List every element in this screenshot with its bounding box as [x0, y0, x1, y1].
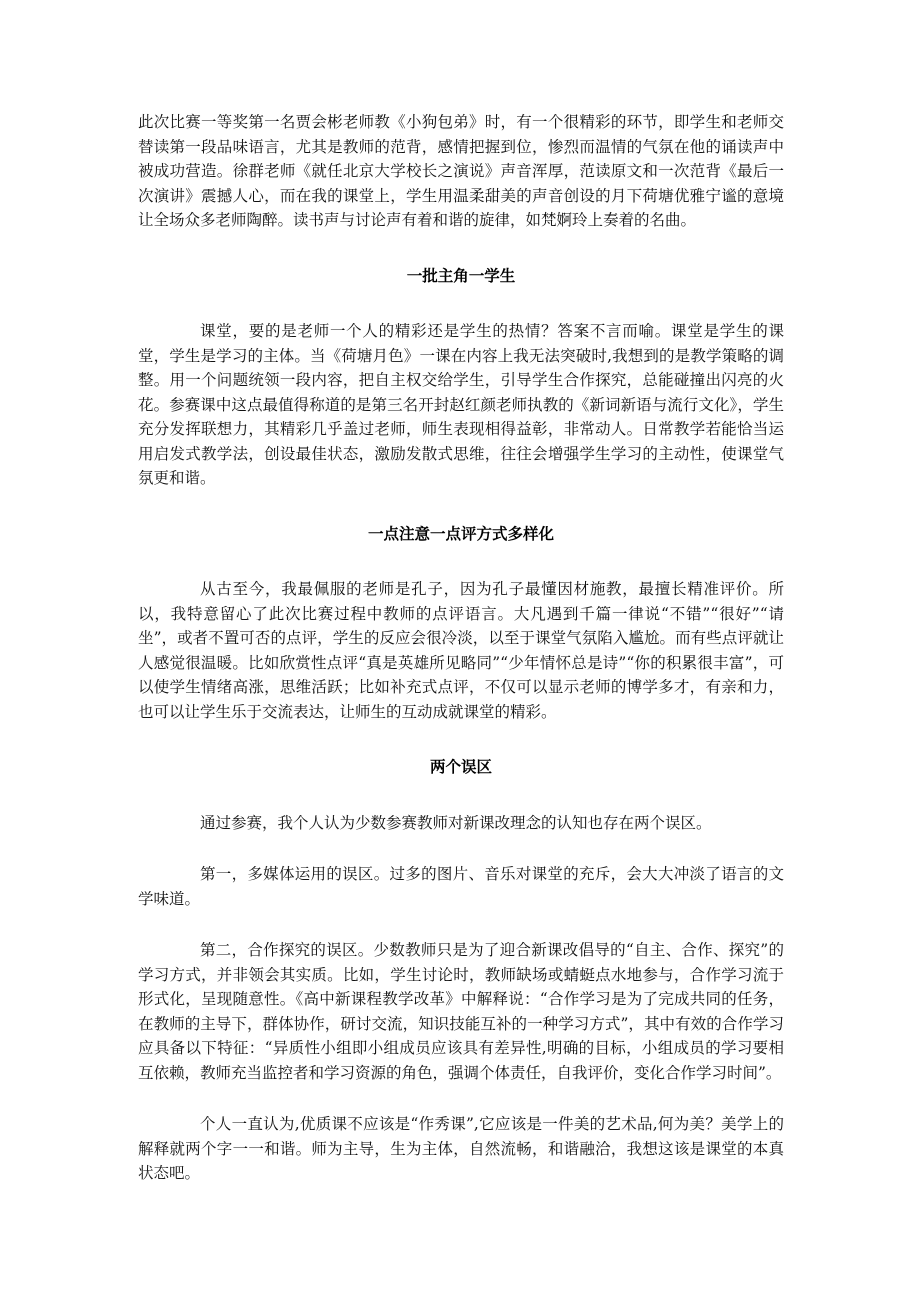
section-heading-evaluation: 一点注意一点评方式多样化: [367, 524, 554, 543]
paragraph-student-subject: 课堂，要的是老师一个人的精彩还是学生的热情？答案不言而喻。课堂是学生的课堂，学生是学习的主体。当《荷塘月色》一课在内容上我无法突破时,我想到的是教学策略的调整。用一个问题统领一段内容，把自主权交给学生，引导学生合作探究，总能碰撞出闪亮的火花。参赛课中这点最值得称道的是第三名开封赵红颜老师执教的《新词新语与流行文化》，学生充分发挥联想力，其精彩几乎盖过老师，师生表现相得益彰，非常动人。日常教学若能恰当运用启发式教学法，创设最佳状态，激励发散式思维，往往会增强学生学习的主动性，使课堂气氛更和谐。: [138, 322, 784, 487]
spacer: [138, 724, 784, 755]
paragraph-evaluation: 从古至今，我最佩服的老师是孔子，因为孔子最懂因材施教，最擅长精准评价。所以，我特意留心了此次比赛过程中教师的点评语言。大凡遇到千篇一律说“不错”“很好”“请坐”，或者不置可否的点评，学生的反应会很冷淡，以至于课堂气氛陷入尴尬。而有些点评就让人感觉很温暖。比如欣赏性点评“真是英雄所见略同”“少年情怀总是诗”“你的积累很丰富”，可以使学生情绪高涨，思维活跃；比如补充式点评，不仅可以显示老师的博学多才，有亲和力，也可以让学生乐于交流表达，让师生的互动成就课堂的精彩。: [138, 580, 784, 721]
spacer: [138, 491, 784, 522]
document-body: [138, 110, 784, 1186]
section-heading-misconceptions: 两个误区: [429, 758, 492, 776]
spacer: [138, 288, 784, 319]
paragraph-multimedia-misconception: 第一，多媒体运用的误区。过多的图片、音乐对课堂的充斥，会大大冲淡了语言的文学味道。: [138, 865, 784, 908]
paragraph-conclusion: 个人一直认为,优质课不应该是“作秀课”,它应该是一件美的艺术品,何为美？美学上的解释就两个字一一和谐。师为主导，生为主体，自然流畅，和谐融洽，我想这该是课堂的本真状态吧。: [138, 1115, 784, 1182]
paragraph-misconceptions-intro: 通过参赛，我个人认为少数参赛教师对新课改理念的认知也存在两个误区。: [200, 813, 712, 832]
section-heading-main-role: 一批主角一学生: [406, 266, 516, 285]
spacer: [138, 546, 784, 577]
spacer: [138, 911, 784, 938]
paragraph-intro: 此次比赛一等奖第一名贾会彬老师教《小狗包弟》时，有一个很精彩的环节，即学生和老师交替读第一段品味语言，尤其是教师的范背，感情把握到位，惨烈而温情的气氛在他的诵读声中被成功营造。徐群老师《就任北京大学校长之演说》声音浑厚，范读原文和一次范背《最后一次演讲》震撼人心，而在我的课堂上，学生用温柔甜美的声音创设的月下荷塘优雅宁谧的意境让全场众多老师陶醉。读书声与讨论声有着和谐的旋律，如梵婀玲上奏着的名曲。: [138, 113, 784, 229]
spacer: [138, 835, 784, 862]
spacer: [138, 233, 784, 264]
spacer: [138, 1085, 784, 1112]
spacer: [138, 780, 784, 811]
paragraph-cooperative-misconception: 第二，合作探究的误区。少数教师只是为了迎合新课改倡导的“自主、合作、探究”的学习方式，并非领会其实质。比如，学生讨论时，教师缺场或蜻蜓点水地参与，合作学习流于形式化，呈现随意性。《高中新课程教学改革》中解释说：“合作学习是为了完成共同的任务，在教师的主导下，群体协作，研讨交流，知识技能互补的一种学习方式”，其中有效的合作学习应具备以下特征：“异质性小组即小组成员应该具有差异性,明确的目标，小组成员的学习要相互依赖，教师充当监控者和学习资源的角色，强调个体责任，自我评价，变化合作学习时间”。: [138, 941, 784, 1082]
